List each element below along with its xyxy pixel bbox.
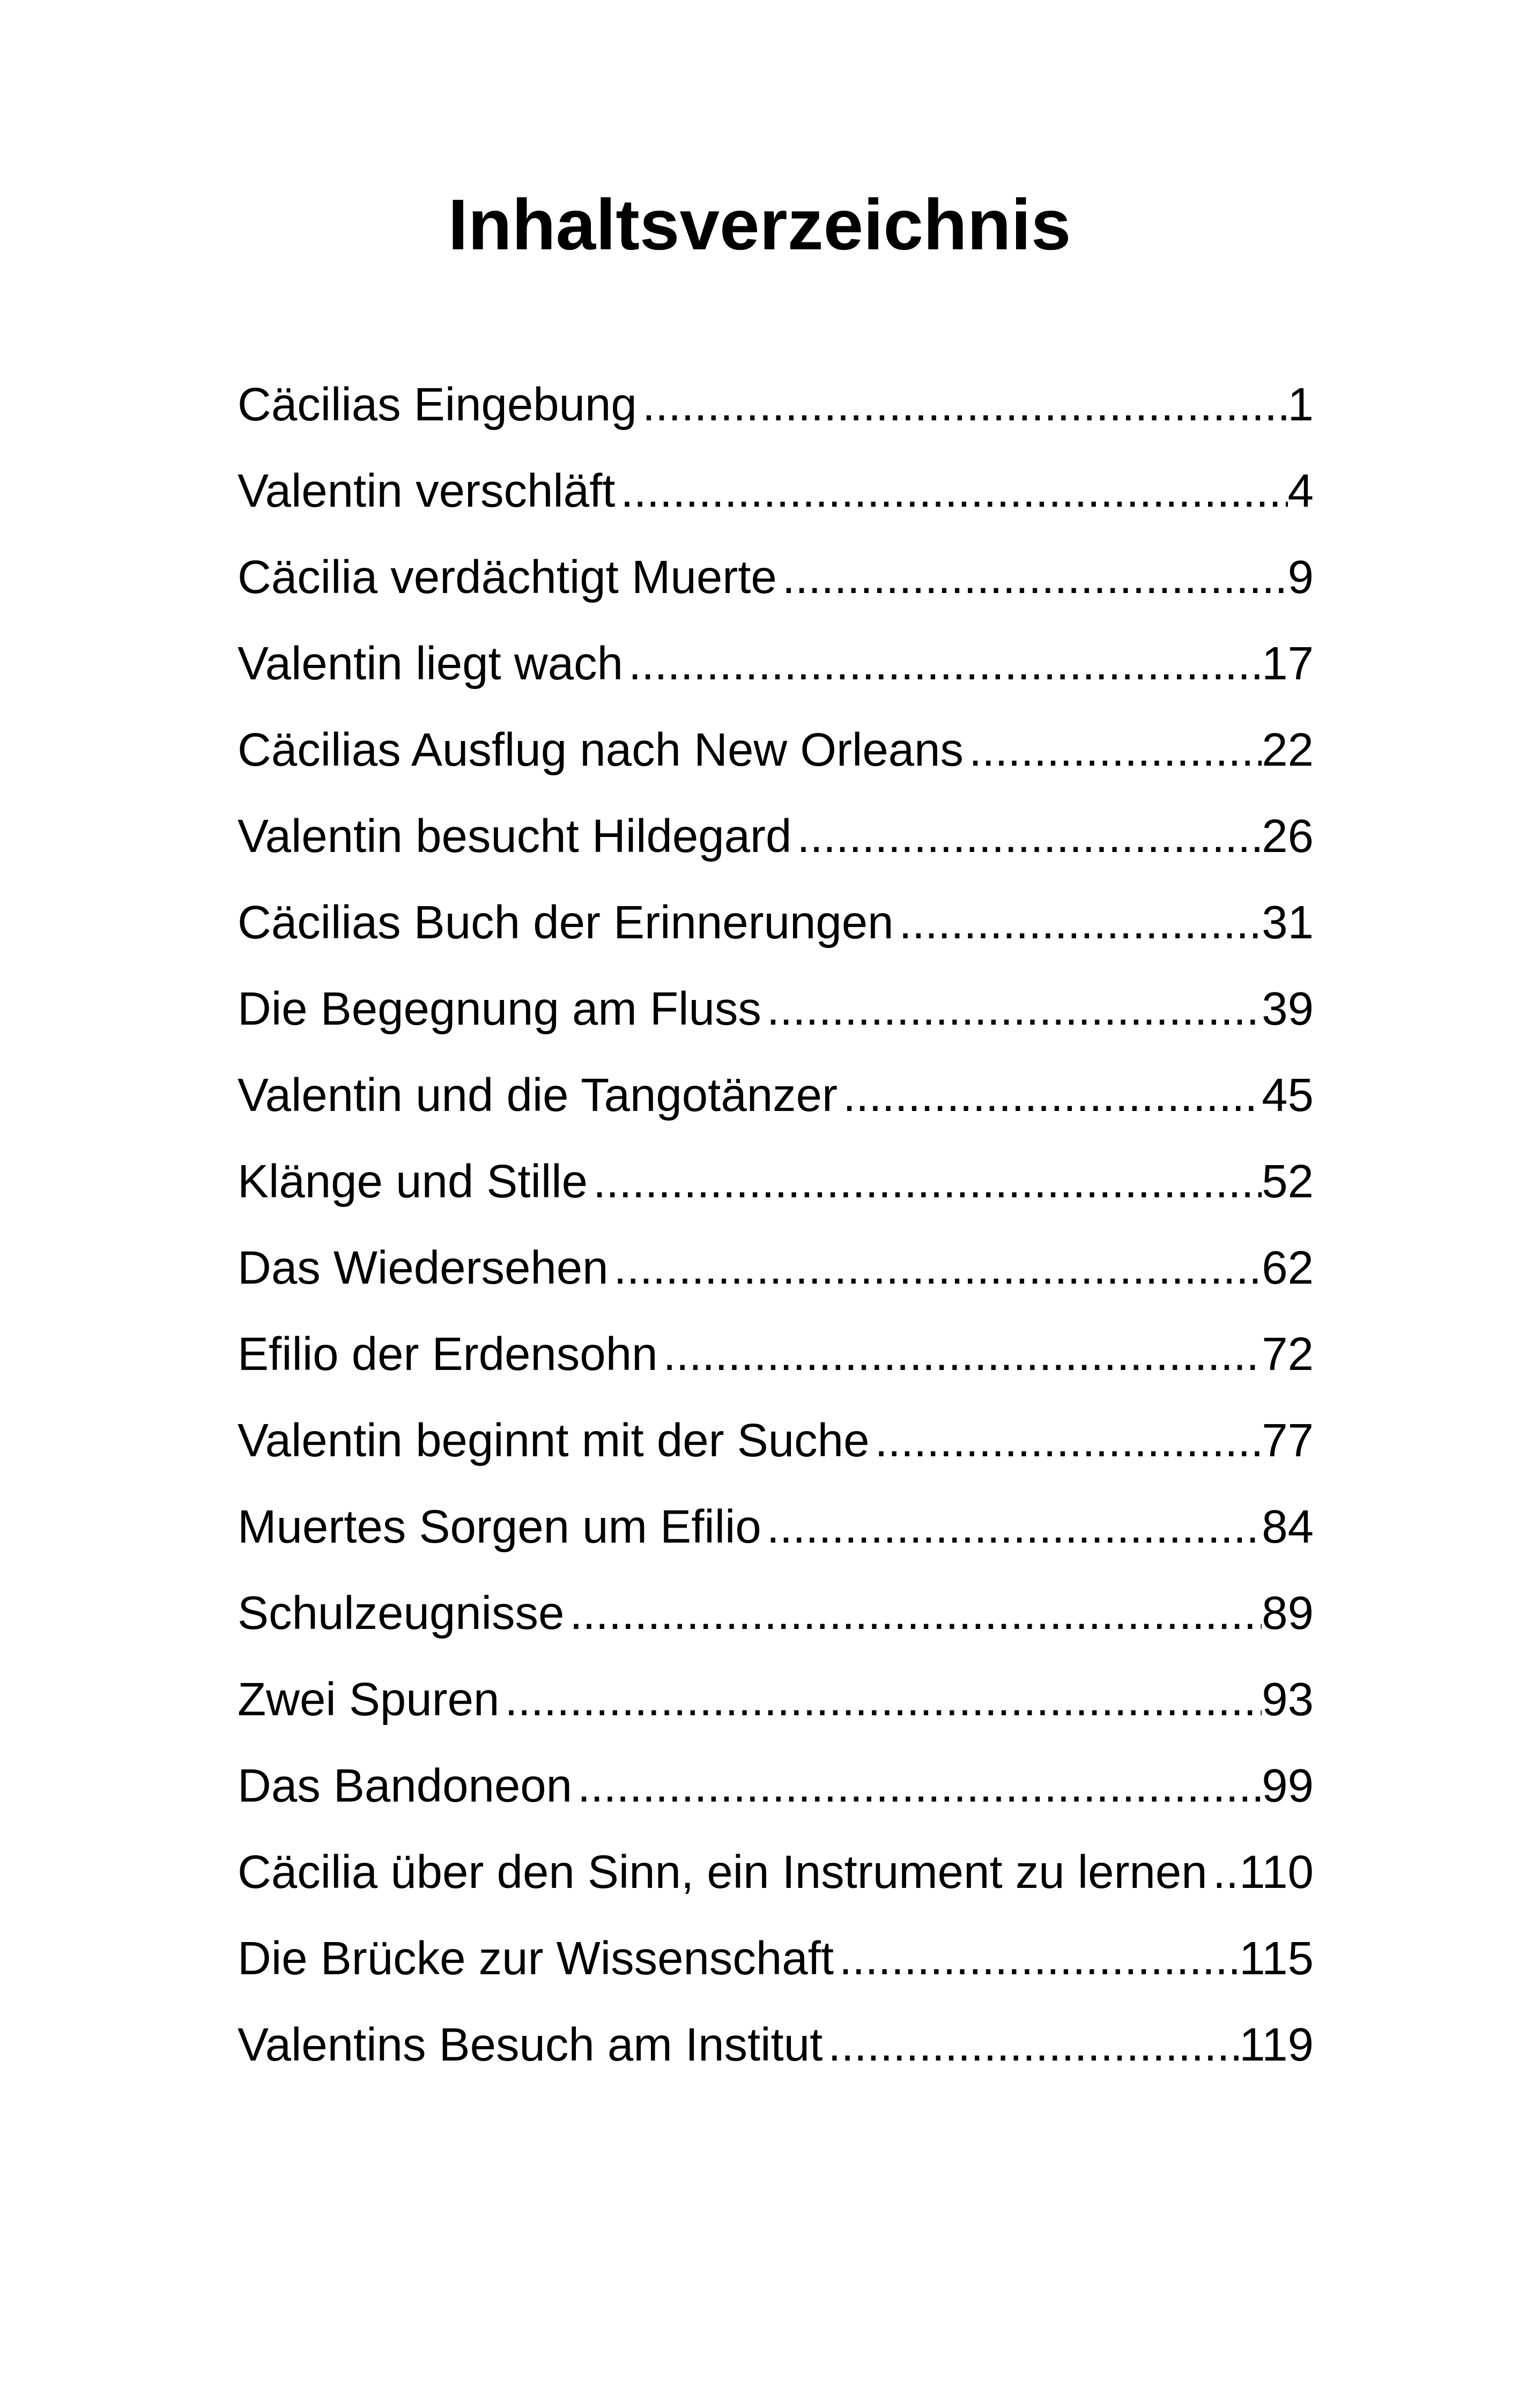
dot-leader xyxy=(797,807,1262,866)
toc-entry xyxy=(238,721,1314,807)
dot-leader xyxy=(642,375,1288,434)
toc-entry-label: Cäcilias Eingebung xyxy=(238,379,637,431)
toc-entry-page: 119 xyxy=(1239,2019,1314,2071)
dot-leader xyxy=(569,1584,1262,1643)
dot-leader xyxy=(1213,1843,1240,1902)
toc-entry-page: 89 xyxy=(1262,1587,1314,1639)
toc-entry xyxy=(238,1843,1314,1929)
page-title: Inhaltsverzeichnis xyxy=(448,185,1071,265)
dot-leader xyxy=(577,1757,1262,1816)
toc-entry-label: Das Bandoneon xyxy=(238,1760,572,1812)
dot-leader xyxy=(767,1498,1262,1557)
dot-leader xyxy=(843,1066,1262,1125)
toc-entry xyxy=(238,1325,1314,1411)
toc-entry xyxy=(238,462,1314,548)
toc-entry-page: 52 xyxy=(1262,1155,1314,1207)
toc-entry-label: Cäcilia über den Sinn, ein Instrument zu lernen xyxy=(238,1846,1207,1898)
dot-leader xyxy=(875,1411,1262,1470)
dot-leader xyxy=(899,893,1262,952)
toc-entry-page: 77 xyxy=(1262,1414,1314,1466)
toc-entry-page: 1 xyxy=(1287,379,1314,431)
toc-entry xyxy=(238,1929,1314,2016)
toc-entry-label: Valentin und die Tangotänzer xyxy=(238,1069,838,1121)
toc-entry xyxy=(238,1498,1314,1584)
toc-entry-label: Valentin liegt wach xyxy=(238,638,623,690)
toc-entry xyxy=(238,1411,1314,1498)
toc-entry-label: Cäcilia verdächtigt Muerte xyxy=(238,551,777,603)
dot-leader xyxy=(628,634,1262,693)
toc-entry xyxy=(238,1670,1314,1757)
toc-entry-page: 115 xyxy=(1239,1932,1314,1984)
toc-entry xyxy=(238,634,1314,721)
toc-entry-page: 99 xyxy=(1262,1760,1314,1812)
dot-leader xyxy=(505,1670,1262,1729)
toc-entry-page: 72 xyxy=(1262,1328,1314,1380)
toc-entry-label: Efilio der Erdensohn xyxy=(238,1328,658,1380)
toc-entry-page: 110 xyxy=(1239,1846,1314,1898)
dot-leader xyxy=(663,1325,1262,1384)
toc-entry-page: 26 xyxy=(1262,810,1314,862)
toc-entry-label: Die Brücke zur Wissenschaft xyxy=(238,1932,834,1984)
toc-entry xyxy=(238,1152,1314,1239)
toc-entry xyxy=(238,1584,1314,1670)
toc-entry-page: 39 xyxy=(1262,983,1314,1035)
toc-entry-label: Cäcilias Ausflug nach New Orleans xyxy=(238,724,964,776)
toc-entry-label: Valentin verschläft xyxy=(238,465,616,517)
toc-entry-label: Muertes Sorgen um Efilio xyxy=(238,1501,761,1553)
toc-entry xyxy=(238,1757,1314,1843)
toc-entry xyxy=(238,893,1314,980)
dot-leader xyxy=(839,1929,1239,1988)
toc-entry-label: Valentins Besuch am Institut xyxy=(238,2019,823,2071)
toc-entry-label: Valentin besucht Hildegard xyxy=(238,810,792,862)
toc-entry-label: Klänge und Stille xyxy=(238,1155,588,1207)
toc-entry xyxy=(238,1239,1314,1325)
toc-entry-page: 17 xyxy=(1262,638,1314,690)
dot-leader xyxy=(782,548,1288,607)
toc-entry-page: 84 xyxy=(1262,1501,1314,1553)
toc-entry-page: 93 xyxy=(1262,1673,1314,1725)
toc-entry-label: Das Wiedersehen xyxy=(238,1242,609,1294)
dot-leader xyxy=(767,980,1262,1039)
toc-entry-page: 62 xyxy=(1262,1242,1314,1294)
toc-entry-page: 22 xyxy=(1262,724,1314,776)
toc-entry xyxy=(238,2016,1314,2102)
toc-entry xyxy=(238,980,1314,1066)
toc-entry-page: 9 xyxy=(1287,551,1314,603)
dot-leader xyxy=(828,2016,1239,2074)
toc-entry-label: Valentin beginnt mit der Suche xyxy=(238,1414,870,1466)
toc-entry-label: Zwei Spuren xyxy=(238,1673,500,1725)
toc-entry-page: 31 xyxy=(1262,896,1314,949)
dot-leader xyxy=(620,462,1287,521)
toc-entry-label: Schulzeugnisse xyxy=(238,1587,565,1639)
table-of-contents xyxy=(238,375,1314,2102)
toc-entry-page: 4 xyxy=(1287,465,1314,517)
dot-leader xyxy=(969,721,1262,780)
dot-leader xyxy=(593,1152,1262,1211)
toc-entry-label: Die Begegnung am Fluss xyxy=(238,983,761,1035)
toc-entry xyxy=(238,807,1314,893)
toc-entry-page: 45 xyxy=(1262,1069,1314,1121)
toc-entry-label: Cäcilias Buch der Erinnerungen xyxy=(238,896,894,949)
toc-entry xyxy=(238,548,1314,634)
dot-leader xyxy=(614,1239,1262,1298)
toc-entry xyxy=(238,375,1314,462)
toc-entry xyxy=(238,1066,1314,1152)
